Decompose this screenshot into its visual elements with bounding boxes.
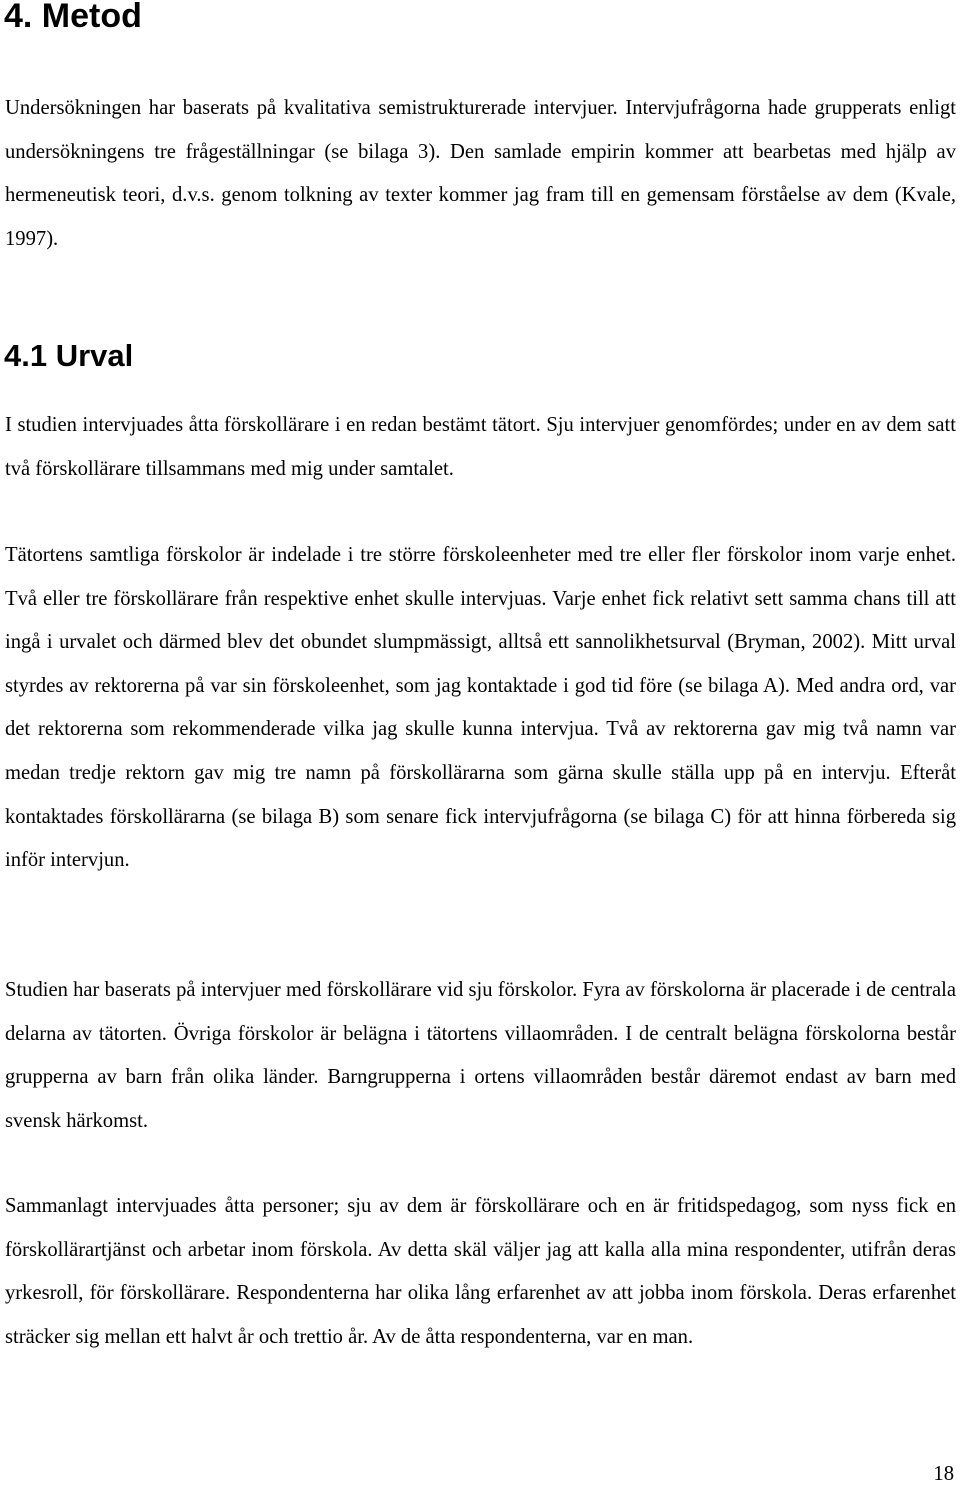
respondents-paragraph: Sammanlagt intervjuades åtta personer; sju av dem är förskollärare och en är fritidspedagog, som nyss fick en förskollärartjänst och arbetar inom förskola. Av detta skäl väljer jag att kalla alla mina respondenter, utifrån deras yrkesroll, för förskollärare. Respondenterna har olika lång erfarenhet av att jobba inom förskola. Deras erfarenhet sträcker sig mellan ett halvt år och trettio år. Av de åtta respondenterna, var en man.: [5, 1195, 956, 1348]
section-heading: 4. Metod: [4, 0, 142, 35]
selection-paragraph: Tätortens samtliga förskolor är indelade i tre större förskoleenheter med tre eller fler förskolor inom varje enhet. Två eller tre förskollärare från respektive enhet skulle intervjuas. Varje enhet fick relativt sett samma chans till att ingå i urvalet och därmed blev det obundet slumpmässigt, alltså ett sannolikhetsurval (Bryman, 2002). Mitt urval styrdes av rektorerna på var sin förskoleenhet, som jag kontaktade i god tid före (se bilaga A). Med andra ord, var det rektorerna som rekommenderade vilka jag skulle kunna intervjua. Två av rektorerna gav mig två namn var medan tredje rektorn gav mig tre namn på förskollärarna som gärna skulle ställa upp på en intervju. Efteråt kontaktades förskollärarna (se bilaga B) som senare fick intervjufrågorna (se bilaga C) för att hinna förbereda sig inför intervjun.: [5, 544, 956, 872]
preschools-paragraph: Studien har baserats på intervjuer med förskollärare vid sju förskolor. Fyra av förskolorna är placerade i de centrala delarna av tätorten. Övriga förskolor är belägna i tätortens villaområden. I de centralt belägna förskolorna består grupperna av barn från olika länder. Barngrupperna i ortens villaområden består däremot endast av barn med svensk härkomst.: [5, 979, 956, 1132]
subsection-heading: 4.1 Urval: [4, 338, 134, 373]
page-number: 18: [933, 1463, 954, 1485]
method-intro-paragraph: Undersökningen har baserats på kvalitativa semistrukturerade intervjuer. Intervjufrågorna hade grupperats enligt undersökningens tre frågeställningar (se bilaga 3). Den samlade empirin kommer att bearbetas med hjälp av hermeneutisk teori, d.v.s. genom tolkning av texter kommer jag fram till en gemensam förståelse av dem (Kvale, 1997).: [5, 97, 956, 250]
sample-paragraph: I studien intervjuades åtta förskollärare i en redan bestämt tätort. Sju intervjuer genomfördes; under en av dem satt två förskollärare tillsammans med mig under samtalet.: [5, 414, 956, 480]
